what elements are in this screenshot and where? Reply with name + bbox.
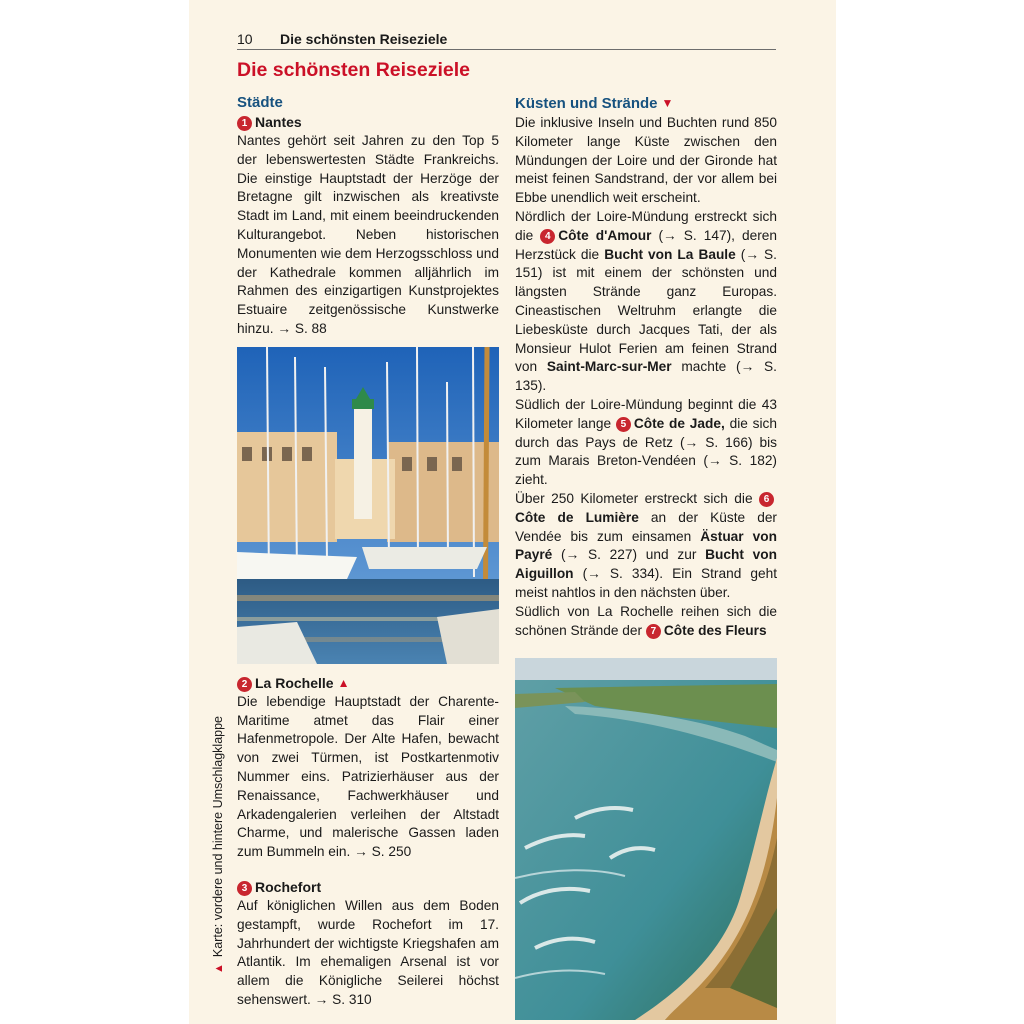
map-reference-tab [210,684,226,974]
number-badge: 1 [237,116,252,131]
number-badge: 7 [646,624,661,639]
triangle-marker-icon: ▲ [213,963,225,974]
entry-heading [237,674,499,693]
section-title-coasts [515,93,777,114]
entry-name: Rochefort [255,878,322,895]
intro-paragraph: Die inklusive Inseln und Buchten rund 850 Kilometer lange Küste zwischen den Mündungen der Loire und der Gironde hat meist feinen Sandstrand, der vor allem bei Ebbe unendlich weit erscheint. [515,115,777,206]
place-name: Côte de Lumière [515,509,639,525]
paragraph-cote-lumiere: Über 250 Kilometer erstreckt sich die 6Côte de Lumière an der Küste der Vendée bis zum einsamen Ästuar von Payré (→ S. 227) und zur Bucht von Aiguillon (→ S. 334). Ein Strand geht meist nahtlos in den nächsten über. [515,490,777,600]
entry-text: Nantes gehört seit Jahren zu den Top 5 der lebenswertesten Städte Frankreichs. Die einstige Hauptstadt der Herzöge der Bretagne gilt inzwischen als kreativste Stadt im Land, mit einem beeindruckenden Kulturangebot. Neben historischen Monumenten wie dem Herzogsschloss und der Kathedrale kommen alljährlich im Rahmen des einzigartigen Kunstprojektes Estuaire zeitgenössische Kunstwerke hinzu. → S. 88 [237,133,499,336]
section-title-text: Küsten und Strände [515,95,658,112]
place-name: Côte d'Amour [558,227,652,243]
photo-la-rochelle-harbour [237,347,499,664]
entry-heading [237,113,499,132]
left-column [237,93,499,1010]
chapter-title: Die schönsten Reiseziele [237,59,471,81]
number-badge: 3 [237,881,252,896]
paragraph-cote-amour: Nördlich der Loire-Mündung erstreckt sich die 4 Côte d'Amour (→ S. 147), deren Herzstück die Bucht von La Baule (→ S. 151) ist mit einem der schönsten und längsten Strände ganz Europas. Cineastischen Weltruhm erlangte die Liebesküste durch Jacques Tati, der als Monsieur Hulot Ferien am feinen Strand von Saint-Marc-sur-Mer machte (→ S. 135). [515,208,777,394]
triangle-down-icon: ▼ [661,96,674,110]
place-name: Bucht von Aiguillon [515,547,777,582]
entry-heading [237,878,499,897]
triangle-marker-icon: ▲ [337,675,350,690]
number-badge: 2 [237,677,252,692]
place-name: Ästuar von Payré [515,528,777,563]
paragraph-cote-jade: Südlich der Loire-Mündung beginnt die 43 Kilometer lange 5 Côte de Jade, die sich durch das Pays de Retz (→ S. 166) bis zum Marais Breton-Vendéen (→ S. 182) zieht. [515,396,777,488]
map-reference-text: Karte: vordere und hintere Umschlagklappe [211,716,225,958]
section-title-cities: Städte [237,94,283,111]
number-badge: 6 [759,492,774,507]
number-badge: 4 [540,229,555,244]
entry-name: Nantes [255,114,302,130]
paragraph-cote-fleurs: Südlich von La Rochelle reihen sich die schönen Strände der 7 Côte des Fleurs [515,603,777,638]
place-name: Saint-Marc-sur-Mer [546,359,672,375]
place-name: Bucht von La Baule [604,246,736,262]
place-name: Côte des Fleurs [663,622,767,638]
entry-text: Die lebendige Hauptstadt der Charente-Maritime atmet das Flair einer Hafenmetropole. Der Alte Hafen, bewacht von zwei Türmen, ist Postkartenmotiv Nummer eins. Patrizierhäuser aus der Renaissance, Fachwerkhäuser und Arkadengalerien verleihen der Altstadt Charme, und malerische Gassen laden zum Bummeln ein. → S. 250 [237,693,499,860]
page-number: 10 [237,31,253,47]
entry-text: Auf königlichen Willen aus dem Boden gestampft, wurde Rochefort im 17. Jahrhundert der wichtigste Kriegshafen am Atlantik. Im ehemaligen Arsenal ist vor allem die Königliche Seilerei höchst sehenswert. → S. 310 [237,897,499,1007]
running-head [237,30,776,50]
number-badge: 5 [616,417,631,432]
entry-name: La Rochelle [255,674,334,691]
running-head-title: Die schönsten Reiseziele [280,31,448,47]
right-column [515,93,777,1020]
photo-coast-aerial [515,658,777,1020]
place-name: Côte de Jade, [633,415,725,431]
